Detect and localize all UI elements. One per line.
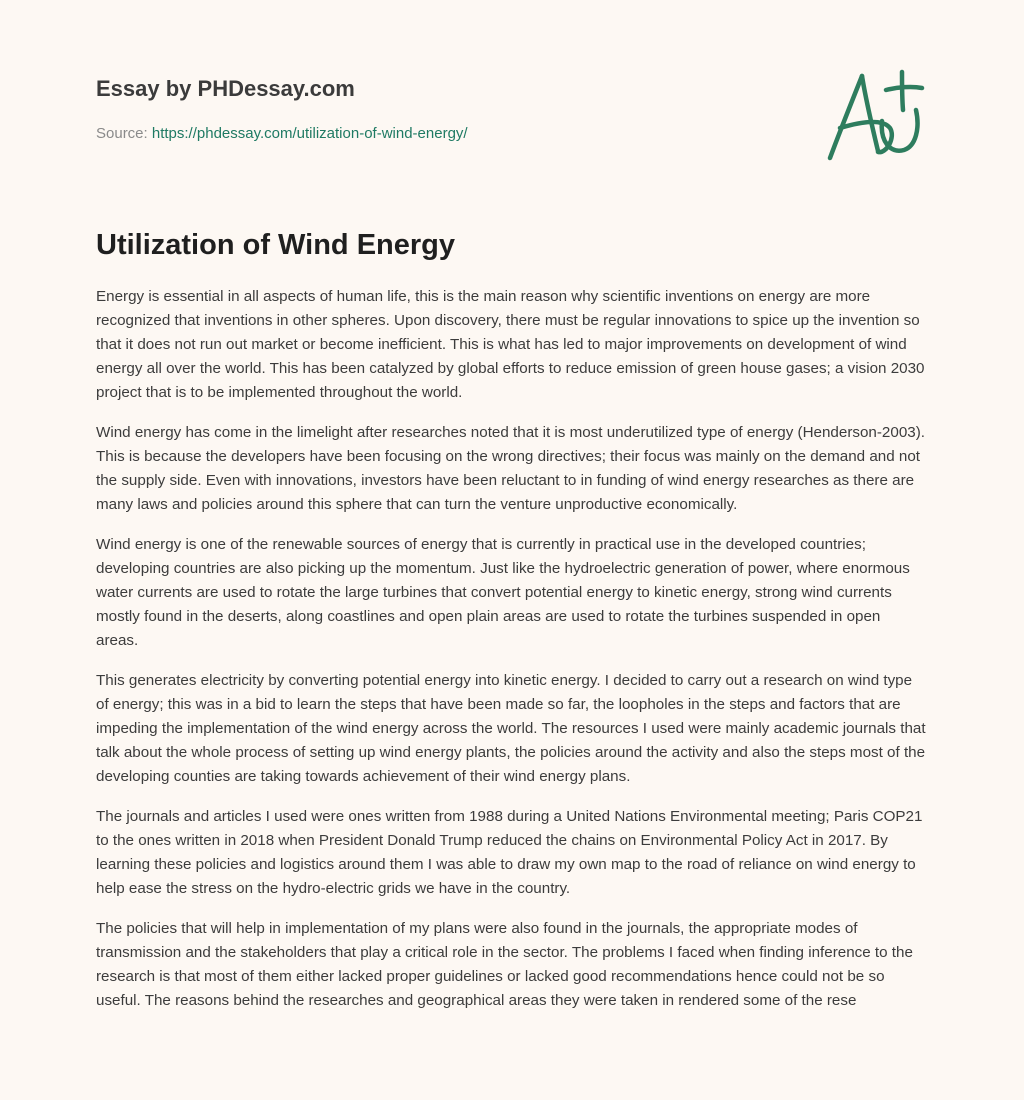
- source-label: Source:: [96, 125, 148, 142]
- essay-paragraph: This generates electricity by converting potential energy into kinetic energy. I decided to carry out a research on wind type of energy; this was in a bid to learn the steps that have been made so far, the loopholes in the steps and factors that are impeding the implementation of the wind energy across the world. The resources I used were mainly academic journals that talk about the whole process of setting up wind energy plants, the policies around the activity and also the steps most of the developing counties are taking towards achievement of their wind energy plans.: [96, 672, 926, 785]
- site-title: Essay by PHDessay.com: [96, 76, 355, 101]
- a-plus-logo-icon: [820, 66, 930, 166]
- essay-paragraph: Wind energy has come in the limelight after researches noted that it is most underutilized type of energy (Henderson-2003). This is because the developers have been focusing on the wrong directives; their focus was mainly on the demand and not the supply side. Even with innovations, investors have been reluctant to in funding of wind energy researches as there are many laws and policies around this sphere that can turn the venture unproductive economically.: [96, 424, 925, 513]
- essay-paragraph: The policies that will help in implementation of my plans were also found in the journals, the appropriate modes of transmission and the stakeholders that play a critical role in the sector. The problems I faced when finding inference to the research is that most of them either lacked proper guidelines or lacked good recommendations hence could not be so useful. The reasons behind the researches and geographical areas they were taken in rendered some of the rese: [96, 920, 913, 1009]
- essay-body: [96, 285, 926, 1029]
- source-link[interactable]: https://phdessay.com/utilization-of-wind-energy/: [151, 125, 468, 142]
- essay-paragraph: The journals and articles I used were ones written from 1988 during a United Nations Environmental meeting; Paris COP21 to the ones written in 2018 when President Donald Trump reduced the chains on Environmental Policy Act in 2017. By learning these policies and logistics around them I was able to draw my own map to the road of reliance on wind energy to help ease the stress on the hydro-electric grids we have in the country.: [96, 808, 923, 897]
- essay-paragraph: Energy is essential in all aspects of human life, this is the main reason why scientific inventions on energy are more recognized that inventions in other spheres. Upon discovery, there must be regular innovations to spice up the invention so that it does not run out market or become inefficient. This is what has led to major improvements on development of wind energy all over the world. This has been catalyzed by global efforts to reduce emission of green house gases; a vision 2030 project that is to be implemented throughout the world.: [96, 288, 925, 401]
- source-line: [96, 124, 796, 144]
- page-header: [96, 74, 796, 144]
- essay-paragraph: Wind energy is one of the renewable sources of energy that is currently in practical use in the developed countries; developing countries are also picking up the momentum. Just like the hydroelectric generation of power, where enormous water currents are used to rotate the large turbines that convert potential energy to kinetic energy, strong wind currents mostly found in the deserts, along coastlines and open plain areas are used to rotate the turbines suspended in open areas.: [96, 536, 910, 649]
- essay-title: Utilization of Wind Energy: [96, 229, 456, 261]
